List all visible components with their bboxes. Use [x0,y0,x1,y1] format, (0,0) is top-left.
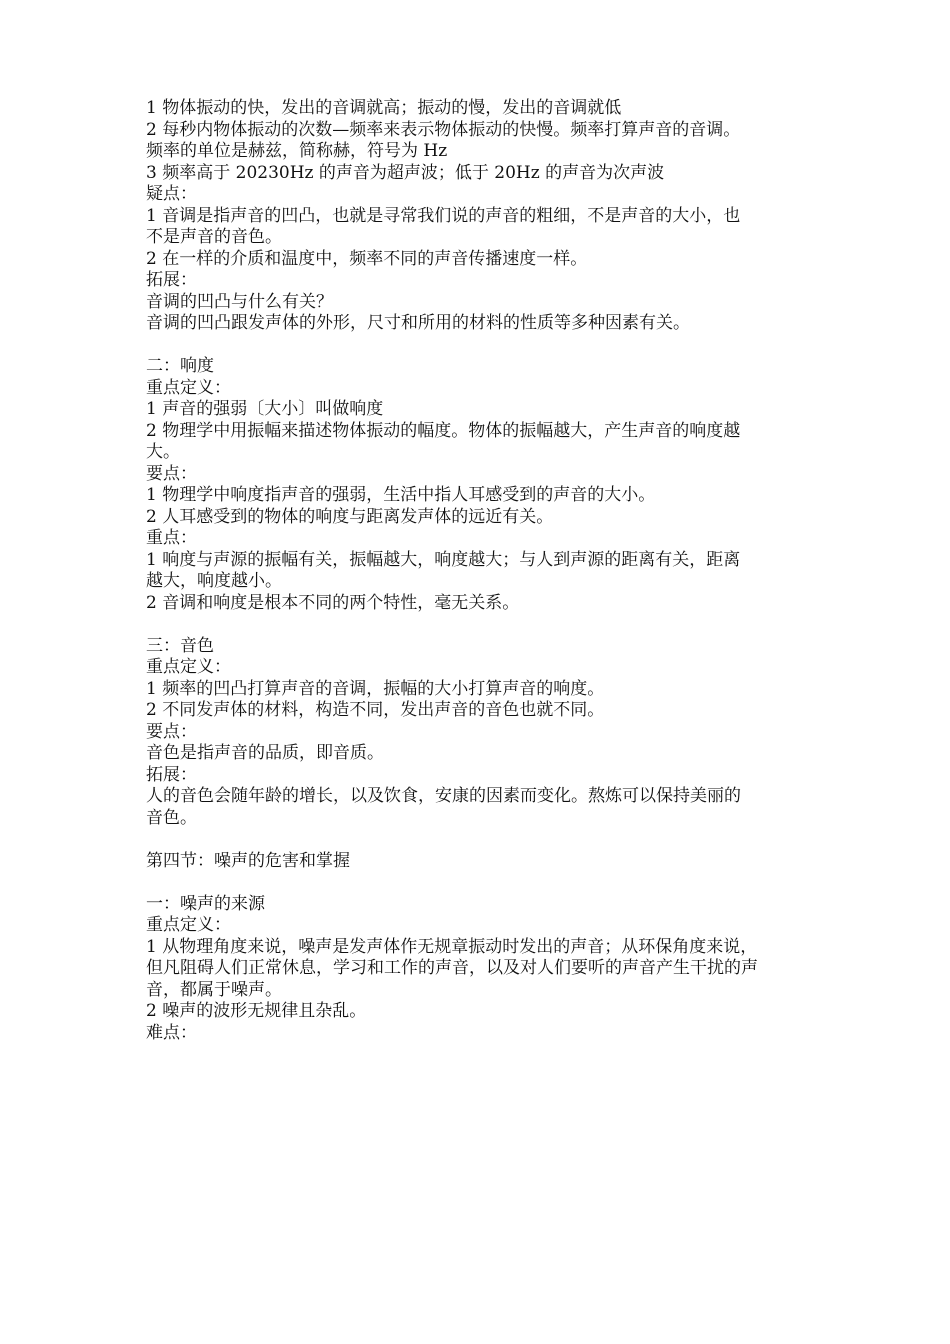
text-line: 音调的凹凸跟发声体的外形，尺寸和所用的材料的性质等多种因素有关。 [146,313,690,333]
text-line: 难点： [146,1022,197,1043]
text-line: 2 每秒内物体振动的次数—频率来表示物体振动的快慢。频率打算声音的音调。 [146,119,741,140]
text-line: 音调的凹凸与什么有关？ [146,291,333,312]
text-line: 1 物理学中响度指声音的强弱，生活中指人耳感受到的声音的大小。 [146,485,656,505]
text-line: 人的音色会随年龄的增长，以及饮食，安康的因素而变化。熬炼可以保持美丽的 [146,786,741,806]
text-line: 2 物理学中用振幅来描述物体振动的幅度。物体的振幅越大，产生声音的响度越 [146,420,741,441]
text-line: 拓展： [146,270,197,290]
text-line: 三：音色 [146,635,214,656]
text-line: 2 音调和响度是根本不同的两个特性，毫无关系。 [146,592,520,613]
text-line: 不是声音的音色。 [146,227,282,247]
text-line: 重点定义： [146,657,231,677]
text-line: 2 不同发声体的材料，构造不同，发出声音的音色也就不同。 [146,700,605,720]
text-line: 2 噪声的波形无规律且杂乱。 [146,1001,367,1021]
text-line: 1 频率的凹凸打算声音的音调，振幅的大小打算声音的响度。 [146,678,605,699]
text-line: 1 物体振动的快，发出的音调就高；振动的慢，发出的音调就低 [146,98,622,118]
text-line: 重点定义： [146,377,231,398]
text-line: 1 响度与声源的振幅有关，振幅越大，响度越大；与人到声源的距离有关，距离 [146,549,741,570]
paragraph-gap [146,872,826,894]
paragraph-gap [146,614,826,636]
text-line: 音色是指声音的品质，即音质。 [146,743,384,763]
text-line: 音色。 [146,807,197,828]
text-line: 要点： [146,463,197,484]
text-line: 2 人耳感受到的物体的响度与距离发声体的远近有关。 [146,506,554,527]
text-line: 1 从物理角度来说，噪声是发声体作无规章振动时发出的声音；从环保角度来说， [146,936,758,957]
paragraph-gap [146,335,826,357]
text-line: 重点定义： [146,915,231,935]
text-line: 但凡阻碍人们正常休息，学习和工作的声音，以及对人们要听的声音产生干扰的声 [146,958,758,978]
text-line: 重点： [146,528,197,548]
text-line: 拓展： [146,764,197,785]
text-line: 二：响度 [146,356,214,376]
text-line: 一：噪声的来源 [146,893,265,914]
text-line: 大。 [146,442,180,462]
text-line: 3 频率高于 20230Hz 的声音为超声波；低于 20Hz 的声音为次声波 [146,162,665,183]
text-line: 2 在一样的介质和温度中，频率不同的声音传播速度一样。 [146,248,588,269]
text-line: 要点： [146,721,197,742]
text-line: 1 音调是指声音的凹凸，也就是寻常我们说的声音的粗细，不是声音的大小，也 [146,205,741,226]
text-line: 第四节：噪声的危害和掌握 [146,850,350,871]
text-line: 越大，响度越小。 [146,571,282,591]
text-line: 1 声音的强弱〔大小〕叫做响度 [146,399,384,419]
paragraph-gap [146,829,826,851]
document-page [146,98,826,1044]
text-line: 频率的单位是赫兹，简称赫，符号为 Hz [146,141,448,161]
text-line: 音，都属于噪声。 [146,979,282,1000]
text-line: 疑点： [146,184,197,204]
